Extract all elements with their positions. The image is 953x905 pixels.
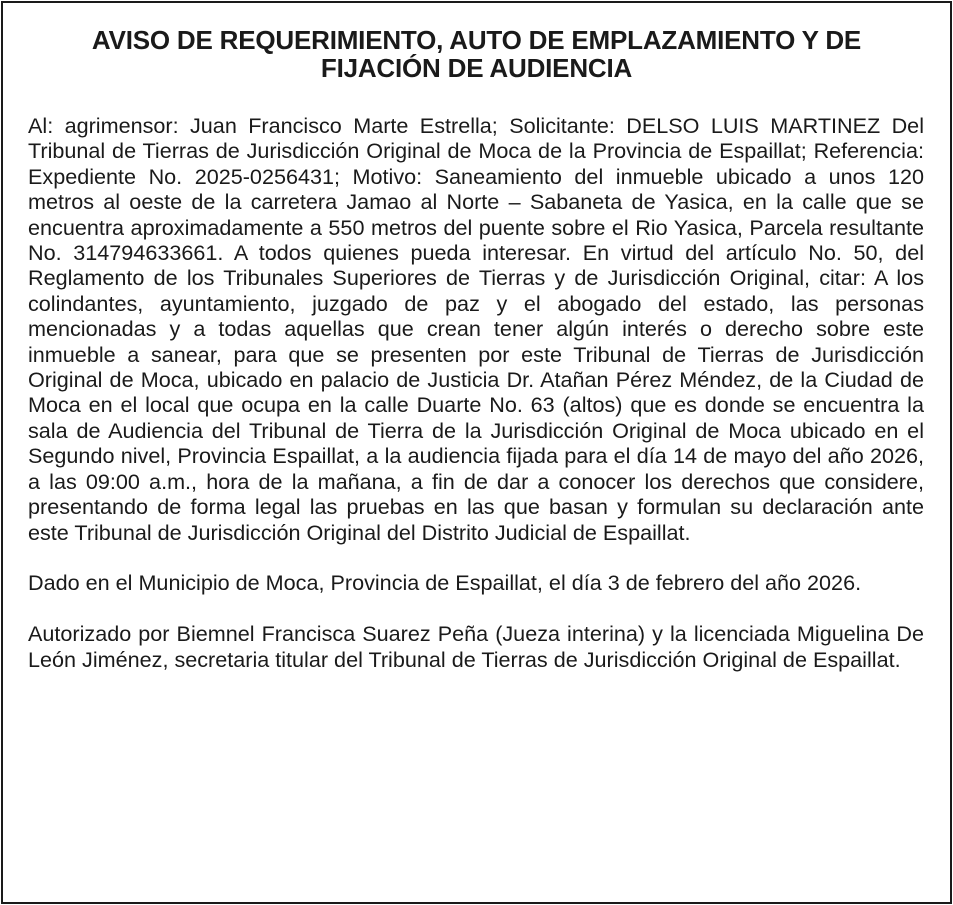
legal-notice-box bbox=[1, 1, 952, 904]
notice-title-line-1: AVISO DE REQUERIMIENTO, AUTO DE EMPLAZAMIENTO Y DE bbox=[91, 25, 862, 55]
notice-body bbox=[28, 113, 924, 672]
notice-paragraph-date: Dado en el Municipio de Moca, Provincia de Espaillat, el día 3 de febrero del año 2026. bbox=[28, 570, 862, 596]
notice-title bbox=[3, 26, 950, 82]
notice-title-line-2: FIJACIÓN DE AUDIENCIA bbox=[320, 53, 633, 83]
notice-paragraph-summons: Al: agrimensor: Juan Francisco Marte Estrella; Solicitante: DELSO LUIS MARTINEZ Del Tribunal de Tierras de Jurisdicción Original de Moca de la Provincia de Espaillat; Referencia: Expediente No. 2025-0256431; Motivo: Saneamiento del inmueble ubicado a unos 120 metros al oeste de la carretera Jamao al Norte – Sabaneta de Yasica, en la calle que se encuentra aproximadamente a 550 metros del puente sobre el Rio Yasica, Parcela resultante No. 314794633661. A todos quienes pueda interesar. En virtud del artículo No. 50, del Reglamento de los Tribunales Superiores de Tierras y de Jurisdicción Original, citar: A los colindantes, ayuntamiento, juzgado de paz y el abogado del estado, las personas mencionadas y a todas aquellas que crean tener algún interés o derecho sobre este inmueble a sanear, para que se presenten por este Tribunal de Tierras de Jurisdicción Original de Moca, ubicado en palacio de Justicia Dr. Atañan Pérez Méndez, de la Ciudad de Moca en el local que ocupa en la calle Duarte No. 63 (altos) que es donde se encuentra la sala de Audiencia del Tribunal de Tierra de la Jurisdicción Original de Moca ubicado en el Segundo nivel, Provincia Espaillat, a la audiencia fijada para el día 14 de mayo del año 2026, a las 09:00 a.m., hora de la mañana, a fin de dar a conocer los derechos que considere, presentando de forma legal las pruebas en las que basan y formulan su declaración ante este Tribunal de Jurisdicción Original del Distrito Judicial de Espaillat. bbox=[28, 113, 924, 545]
notice-paragraph-authorization: Autorizado por Biemnel Francisca Suarez Peña (Jueza interina) y la licenciada Miguelina De León Jiménez, secretaria titular del Tribunal de Tierras de Jurisdicción Original de Espaillat. bbox=[28, 621, 924, 672]
